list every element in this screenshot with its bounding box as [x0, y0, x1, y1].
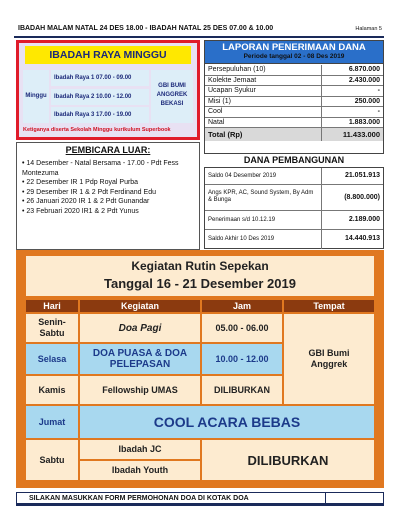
table-row: Angs KPR, AC, Sound System, By Adm & Bunga (8.800.000) — [205, 185, 383, 211]
list-item: • 14 Desember - Natal Bersama - 17.00 - Pdt Fess Montezuma — [22, 160, 179, 177]
table-row: Misi (1) 250.000 — [205, 97, 383, 108]
header-text: IBADAH MALAM NATAL 24 DES 18.00 - IBADAH NATAL 25 DES 07.00 & 10.00 — [18, 25, 274, 32]
table-row: Persepuluhan (10) 6.870.000 — [205, 65, 383, 76]
guest-speakers-box — [16, 142, 200, 250]
building-fund-table — [204, 167, 384, 249]
table-row: Saldo Akhir 10 Des 2019 14.440.913 — [205, 230, 383, 249]
list-item: • 26 Januari 2020 IR 1 & 2 Pdt Gunandar — [22, 198, 150, 206]
day-selasa: Selasa — [26, 344, 78, 374]
day-jumat: Jumat — [26, 406, 78, 438]
weekly-activities-title-box — [26, 256, 374, 296]
service-3: Ibadah Raya 3 17.00 - 19.00 — [51, 107, 149, 123]
day-label: Minggu — [23, 70, 49, 123]
day-senin-sabtu: Senin-Sabtu — [26, 314, 78, 342]
funds-report-table — [204, 40, 384, 154]
weekly-activities-title: Kegiatan Rutin Sepekan — [131, 259, 269, 273]
ibadah-raya-box — [16, 40, 200, 140]
activity-fellowship-umas: Fellowship UMAS — [80, 376, 200, 404]
bulletin-header — [14, 24, 384, 38]
column-header-day: Hari — [26, 300, 78, 312]
table-row: Ucapan Syukur - — [205, 86, 383, 97]
column-header-time: Jam — [202, 300, 282, 312]
weekly-activities-box — [16, 250, 384, 488]
service-1: Ibadah Raya 1 07.00 - 09.00 — [51, 70, 149, 86]
service-2: Ibadah Raya 2 10.00 - 12.00 — [51, 89, 149, 105]
status-sabtu: DILIBURKAN — [202, 440, 374, 480]
building-fund-title: DANA PEMBANGUNAN — [243, 155, 345, 165]
time-doa-puasa: 10.00 - 12.00 — [202, 344, 282, 374]
activity-ibadah-youth: Ibadah Youth — [80, 461, 200, 480]
column-header-activity: Kegiatan — [80, 300, 200, 312]
activity-cool-acara-bebas: COOL ACARA BEBAS — [80, 406, 374, 438]
day-sabtu: Sabtu — [26, 440, 78, 480]
activity-doa-pagi: Doa Pagi — [80, 314, 200, 342]
ibadah-raya-title: IBADAH RAYA MINGGU — [25, 46, 191, 64]
table-row: Natal 1.883.000 — [205, 118, 383, 129]
funds-total-row: Total (Rp) 11.433.000 — [205, 128, 383, 141]
table-row: Kolekte Jemaat 2.430.000 — [205, 76, 383, 87]
list-item: • 29 Desember IR 1 & 2 Pdt Ferdinand Edu — [22, 188, 156, 196]
guest-speakers-title: PEMBICARA LUAR: — [65, 145, 151, 155]
footer-divider — [325, 493, 326, 503]
footer-text: SILAKAN MASUKKAN FORM PERMOHONAN DOA DI KOTAK DOA — [29, 495, 249, 502]
funds-report-period: Periode tanggal 02 - 08 Des 2019 — [243, 53, 345, 60]
list-item: • 22 Desember IR 1 Pdp Royal Purba — [22, 179, 139, 187]
status-kamis: DILIBURKAN — [202, 376, 282, 404]
guest-speakers-list — [22, 159, 198, 217]
prayer-request-footer — [16, 492, 384, 506]
day-kamis: Kamis — [26, 376, 78, 404]
weekly-activities-dates: Tanggal 16 - 21 Desember 2019 — [104, 276, 296, 291]
column-header-place: Tempat — [284, 300, 374, 312]
table-row: Penerimaan s/d 10.12.19 2.189.000 — [205, 211, 383, 230]
list-item: • 23 Februari 2020 IR1 & 2 Pdt Yunus — [22, 207, 139, 215]
service-location: GBI BUMI ANGGREK BEKASI — [151, 70, 193, 123]
activity-doa-puasa: DOA PUASA & DOA PELEPASAN — [80, 344, 200, 374]
activity-ibadah-jc: Ibadah JC — [80, 440, 200, 459]
sunday-school-note: Ketiganya diserta Sekolah Minggu kurikulum Superbook — [23, 127, 171, 133]
place-gbi-bumi-anggrek: GBI Bumi Anggrek — [284, 314, 374, 404]
funds-report-header — [205, 41, 383, 64]
table-row: Cool - — [205, 107, 383, 118]
table-row: Saldo 04 Desember 2019 21.051.913 — [205, 168, 383, 185]
funds-report-title: LAPORAN PENERIMAAN DANA — [222, 42, 366, 53]
time-doa-pagi: 05.00 - 06.00 — [202, 314, 282, 342]
page-number: Halaman 5 — [355, 26, 382, 32]
